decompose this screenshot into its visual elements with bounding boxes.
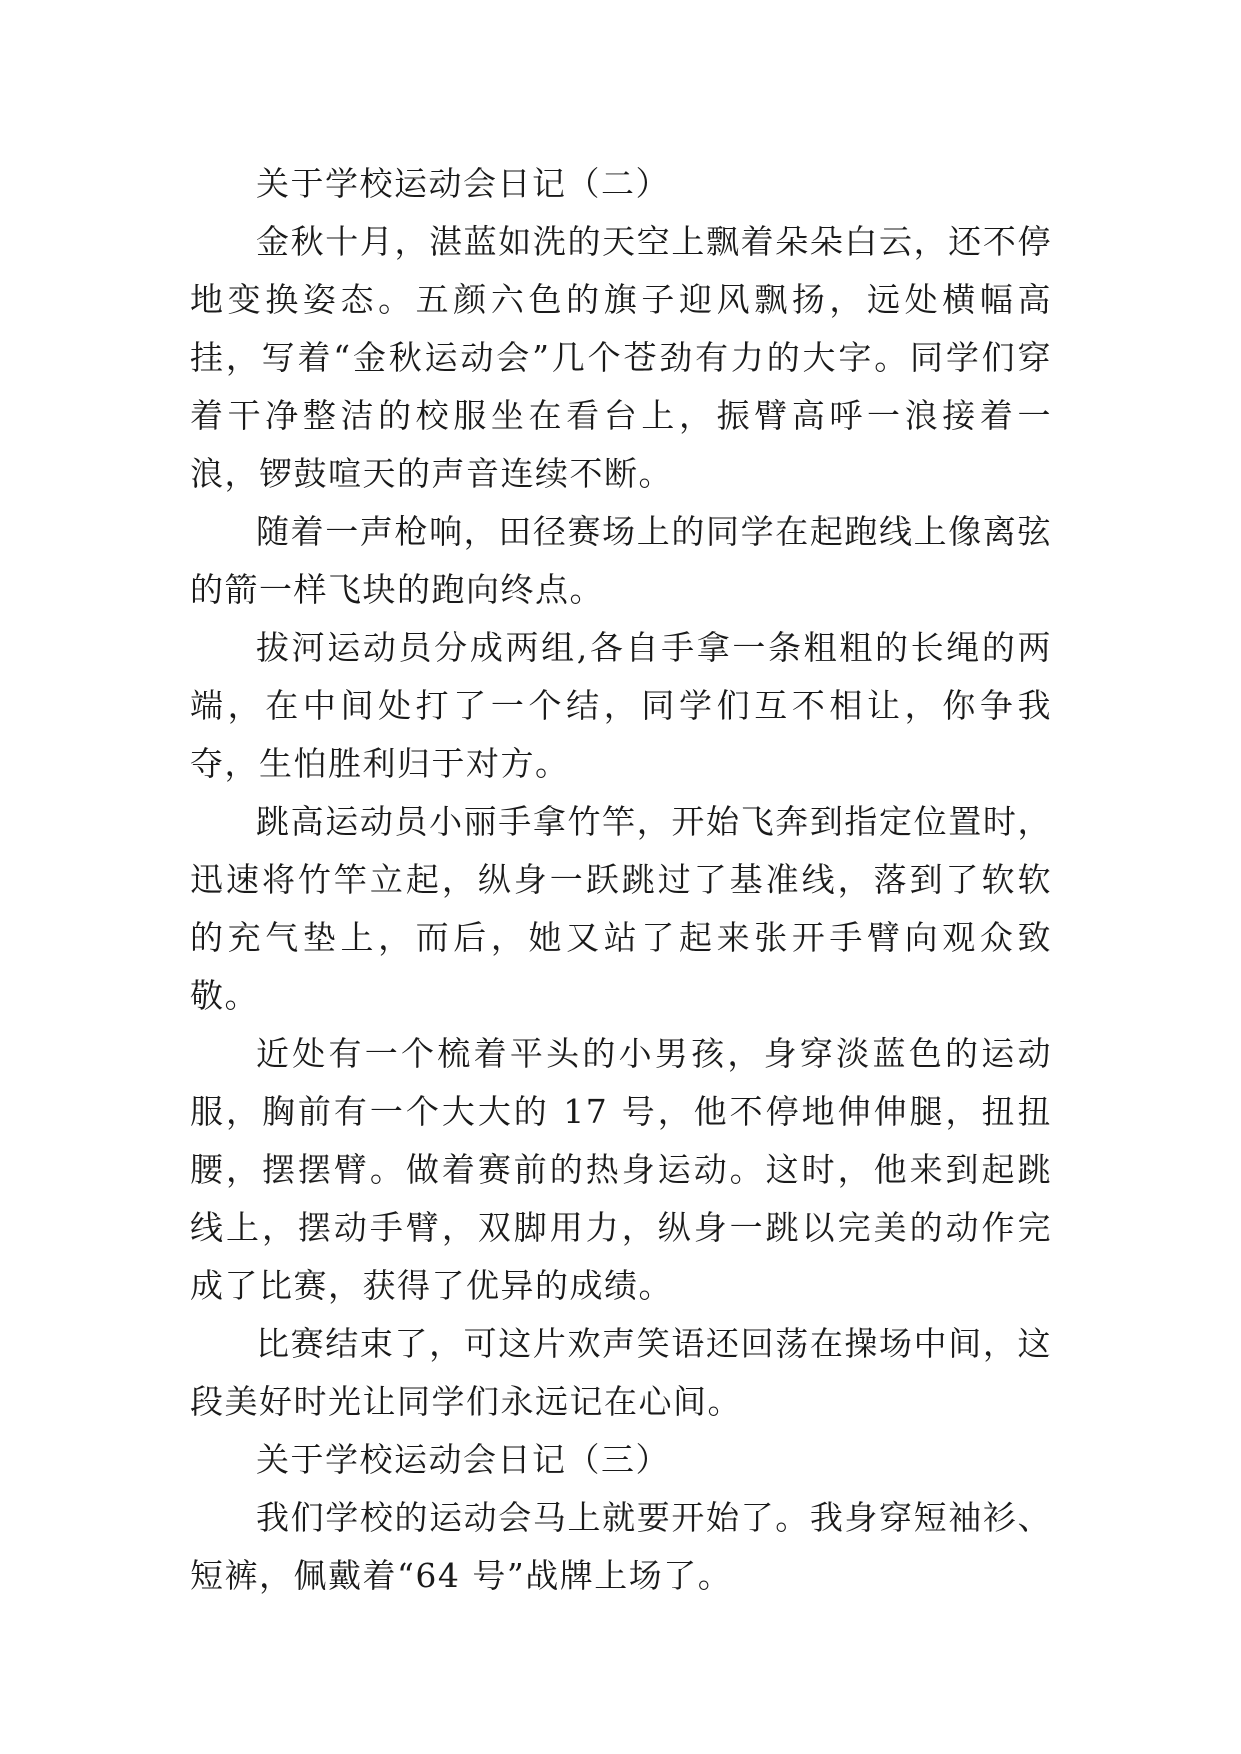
paragraph: 拔河运动员分成两组,各自手拿一条粗粗的长绳的两端，在中间处打了一个结，同学们互不相让，你争我夺，生怕胜利归于对方。: [190, 628, 1052, 783]
paragraph: 比赛结束了，可这片欢声笑语还回荡在操场中间，这段美好时光让同学们永远记在心间。: [190, 1324, 1052, 1421]
paragraph: 我们学校的运动会马上就要开始了。我身穿短袖衫、短裤，佩戴着“64 号”战牌上场了。: [190, 1498, 1052, 1595]
paragraph: 跳高运动员小丽手拿竹竿，开始飞奔到指定位置时，迅速将竹竿立起，纵身一跃跳过了基准线，落到了软软的充气垫上，而后，她又站了起来张开手臂向观众致敬。: [190, 802, 1052, 1015]
section-heading-3: 关于学校运动会日记（三）: [256, 1440, 670, 1479]
paragraph: 近处有一个梳着平头的小男孩，身穿淡蓝色的运动服，胸前有一个大大的 17 号，他不停地伸伸腿，扭扭腰，摆摆臂。做着赛前的热身运动。这时，他来到起跳线上，摆动手臂，双脚用力，纵身一跳以完美的动作完成了比赛，获得了优异的成绩。: [190, 1034, 1052, 1305]
section-heading-2: 关于学校运动会日记（二）: [256, 164, 670, 203]
paragraph: 金秋十月，湛蓝如洗的天空上飘着朵朵白云，还不停地变换姿态。五颜六色的旗子迎风飘扬，远处横幅高挂，写着“金秋运动会”几个苍劲有力的大字。同学们穿着干净整洁的校服坐在看台上，振臂高呼一浪接着一浪，锣鼓喧天的声音连续不断。: [190, 222, 1052, 493]
document-body: [190, 155, 1052, 1605]
paragraph: 随着一声枪响，田径赛场上的同学在起跑线上像离弦的箭一样飞块的跑向终点。: [190, 512, 1052, 609]
